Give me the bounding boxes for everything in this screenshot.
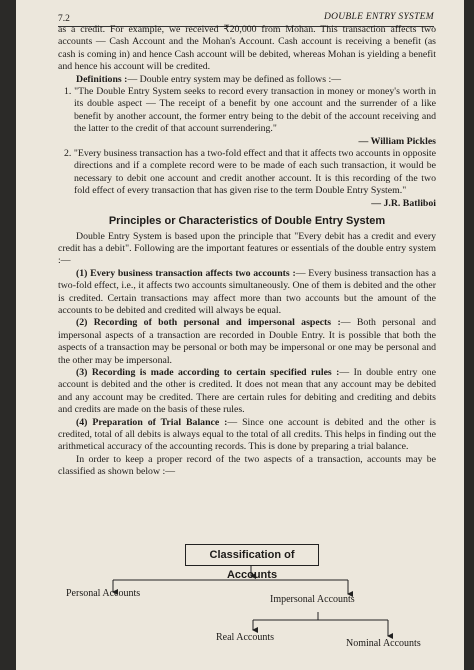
feature-2-title: (2) Recording of both personal and impersonal aspects : xyxy=(76,317,341,329)
definition-2-number: 2. xyxy=(64,148,72,160)
section-heading: Principles or Characteristics of Double Entry System xyxy=(108,215,386,228)
personal-accounts-node: Personal Accounts xyxy=(66,588,141,599)
definitions-intro xyxy=(58,74,436,86)
feature-1-title: (1) Every business transaction affects two accounts : xyxy=(76,267,296,279)
book-title: DOUBLE ENTRY SYSTEM xyxy=(323,12,434,22)
definition-2-text: "Every business transaction has a two-fold effect and that it affects two accounts in opposite directions and if a complete record were to be made of each such transaction, it would be necessary to debit one account and credit another account. It is this recording of the two fold effect of every transaction that has given rise to the term Double Entry System." xyxy=(73,148,437,197)
nominal-accounts-node: Nominal Accounts xyxy=(346,638,421,649)
definition-1 xyxy=(58,86,436,136)
feature-1-text: — Every business transaction has a two-fold effect, i.e., it affects two accounts simultaneously. One of them is debited and the other is credited. Certain transactions may affect more than two accounts but the amount of the accounts to be debited and credited will always be equal. xyxy=(58,267,436,316)
classification-root: Classification of Accounts xyxy=(185,544,319,566)
page-body xyxy=(58,24,436,479)
classification-diagram xyxy=(58,540,436,650)
feature-4 xyxy=(58,417,436,454)
feature-4-text: — Since one account is debited and the other is credited, total of all debits is always equal to the total of all credits. This helps in finding out the arithmetical accuracy of the accounting records. This is done by preparing a trial balance. xyxy=(58,416,436,453)
definitions-label: Definitions : xyxy=(76,73,128,85)
feature-3-text: — In double entry one account is debited and the other is credited. It does not mean that any account may be debited and any account may be credited. There are certain rules for debiting and crediting and debits and credits are made on the basis of these rules. xyxy=(58,366,436,416)
real-accounts-node: Real Accounts xyxy=(216,632,275,643)
definition-1-text: "The Double Entry System seeks to record every transaction in money or money's worth in its double aspect — The receipt of a benefit by one account and the surrender of a like benefit by another account, the former entry being to the debit of the account receiving and the latter to the credit of that account surrendering." xyxy=(74,86,436,135)
section-intro: Double Entry System is based upon the principle that "Every debit has a credit and every credit has a debit". Following are the important features or essentials of the double entry system :— xyxy=(58,230,436,267)
feature-2 xyxy=(58,317,436,367)
book-page xyxy=(16,0,464,670)
definitions-lead: — Double entry system may be defined as follows :— xyxy=(127,73,342,85)
definition-1-author: — William Pickles xyxy=(358,135,436,147)
feature-3 xyxy=(58,367,436,417)
definition-1-number: 1. xyxy=(64,86,72,98)
definition-2-author: — J.R. Batliboi xyxy=(371,197,436,209)
impersonal-accounts-node: Impersonal Accounts xyxy=(270,594,355,605)
feature-3-title: (3) Recording is made according to certain specified rules : xyxy=(76,366,340,378)
feature-1 xyxy=(58,268,436,318)
definition-2 xyxy=(58,148,436,198)
feature-2-text: — Both personal and impersonal aspects of a transaction are recorded in Double Entry. It is possible that both the aspects of a transaction may be personal or both may be impersonal or one may be personal and the other may be impersonal. xyxy=(58,317,436,366)
intro-paragraph: as a credit. For example, we received ₹20,000 from Mohan. This transaction affects two accounts — Cash Account and the Mohan's Account. Cash account is receiving a benefit (as cash is coming in) and hence Cash account will be debited, whereas Mohan is yielding a benefit and hence his account will be credited. xyxy=(58,24,436,73)
closing-paragraph: In order to keep a proper record of the two aspects of a transaction, accounts may be classified as shown below :— xyxy=(58,453,436,478)
feature-4-title: (4) Preparation of Trial Balance : xyxy=(76,416,228,428)
page-number: 7.2 xyxy=(58,14,70,24)
